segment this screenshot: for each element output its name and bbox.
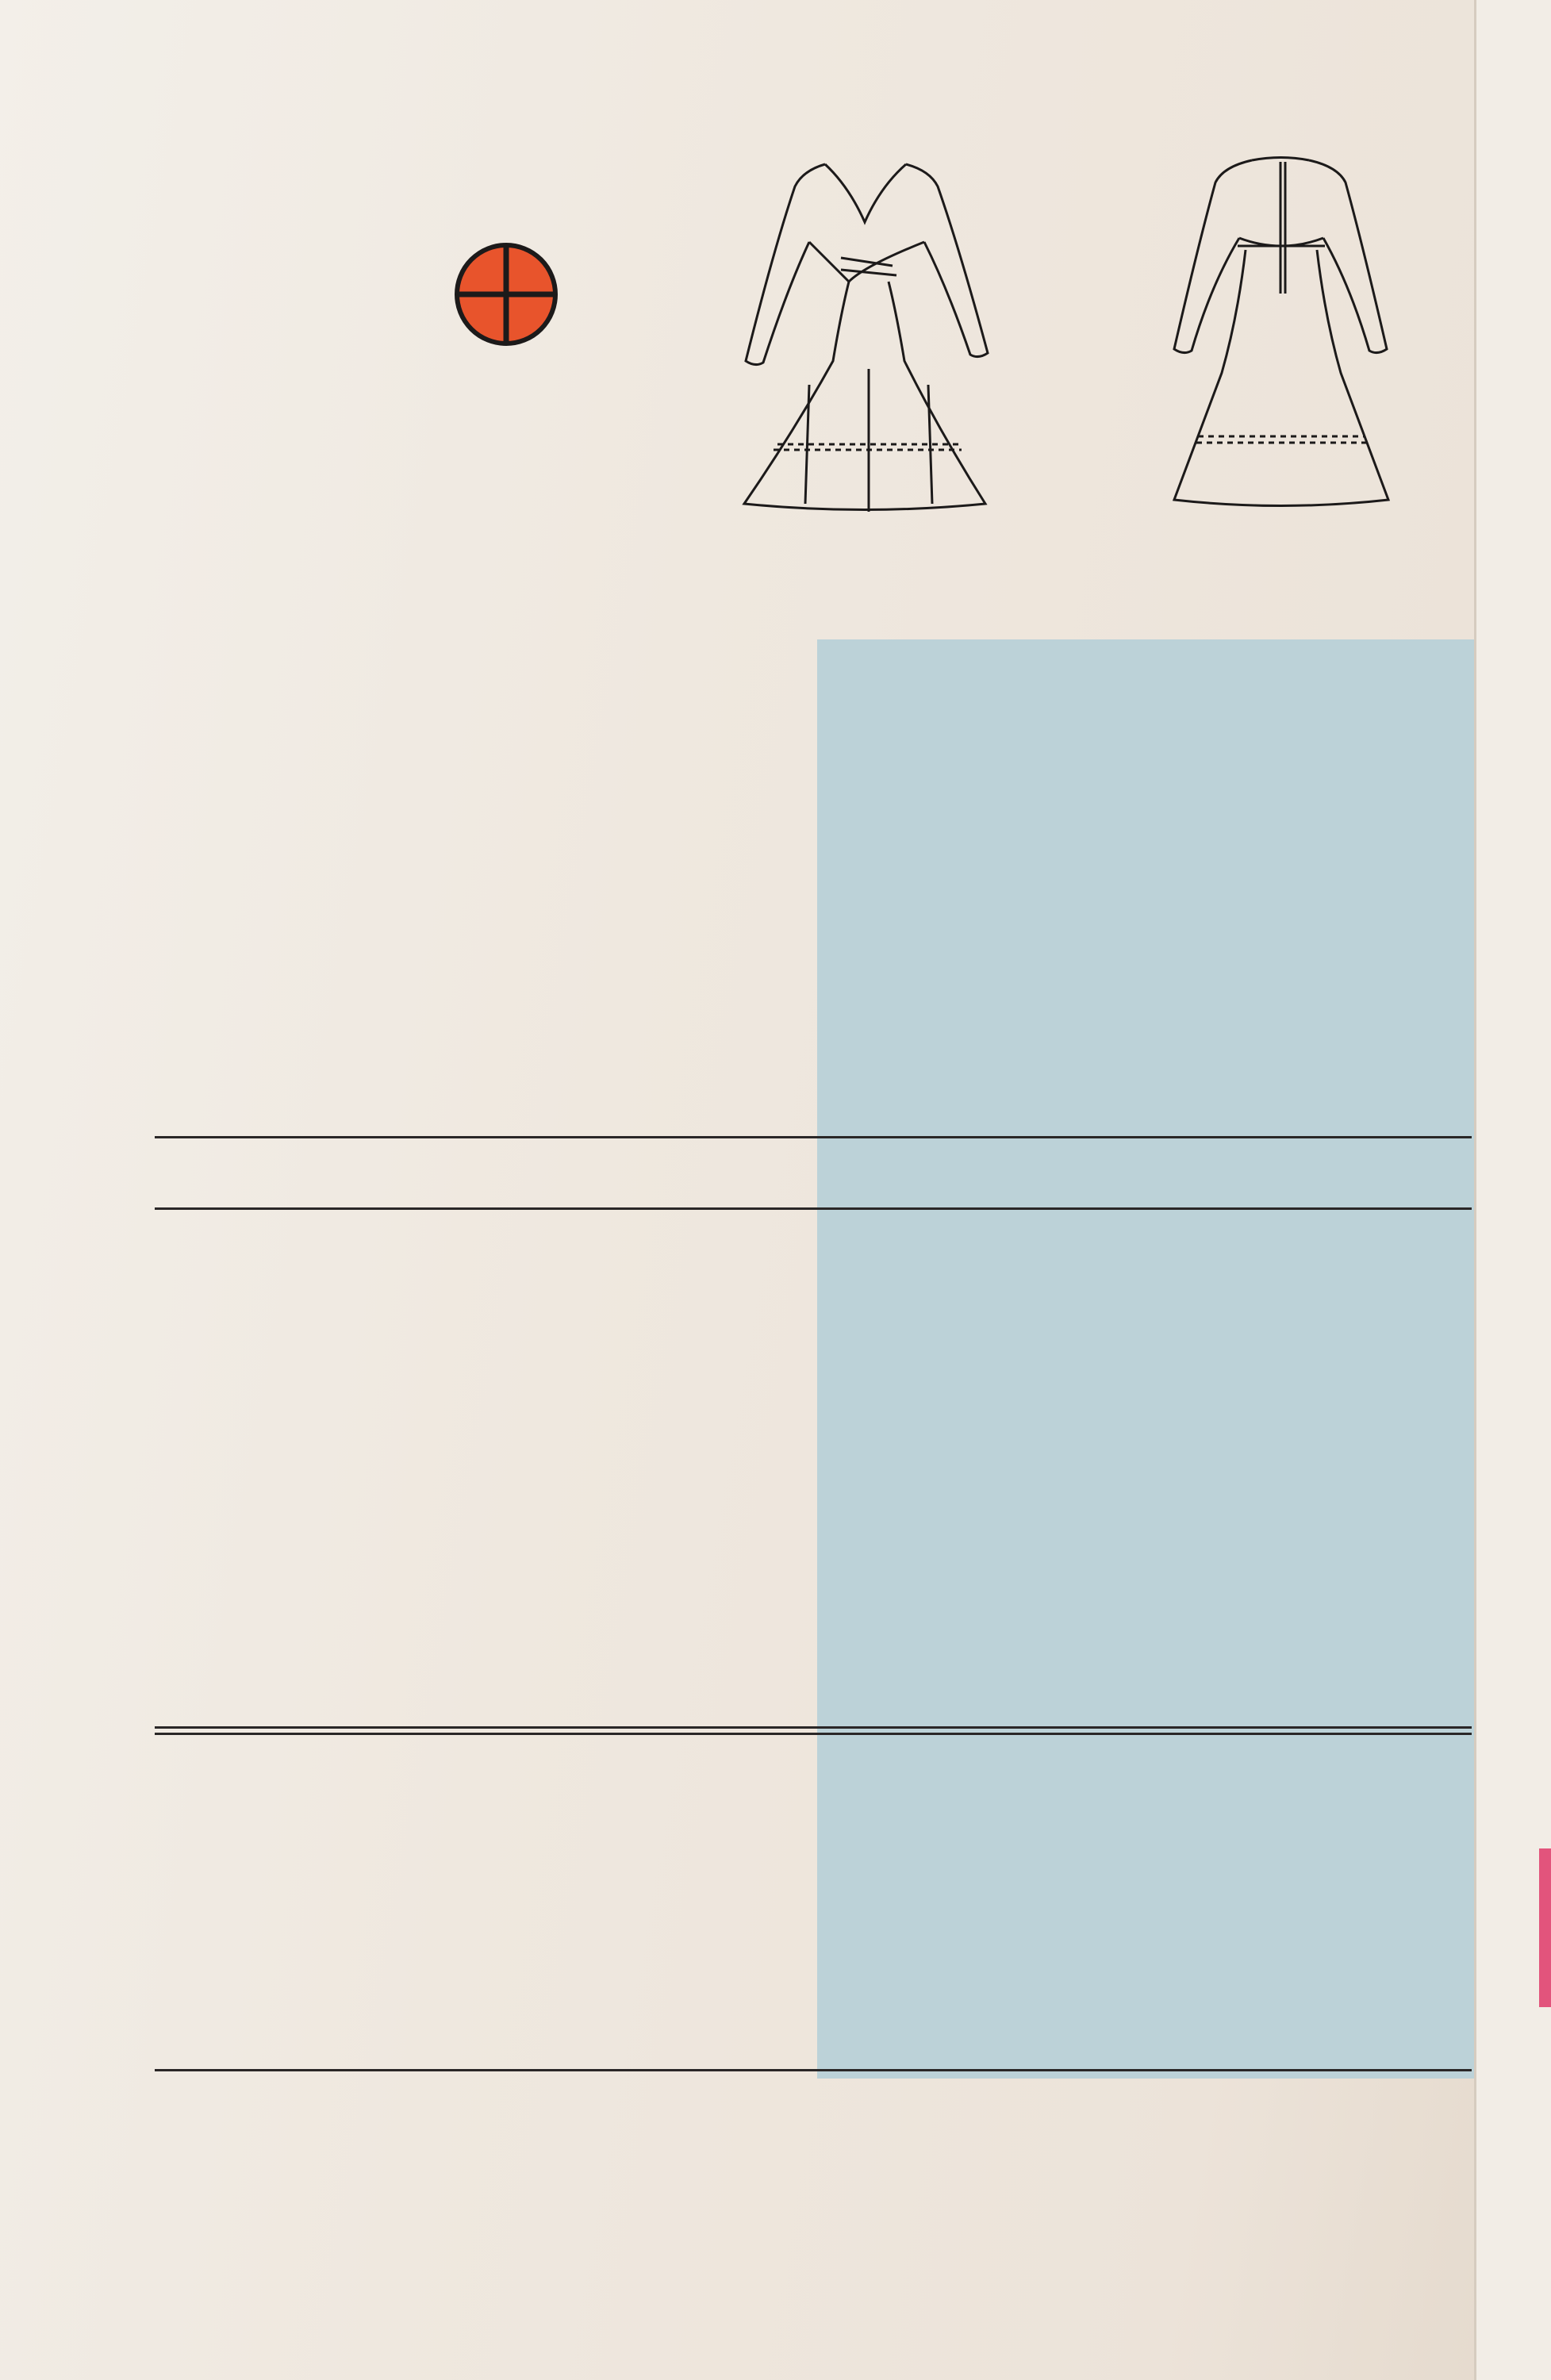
envelope-flap xyxy=(1474,0,1551,2380)
pink-edge xyxy=(1539,1848,1551,2007)
butterick-logo-icon xyxy=(454,242,559,347)
front-view-drawing xyxy=(730,155,1008,520)
back-view-drawing xyxy=(1150,151,1412,516)
rule-header xyxy=(155,1207,1472,1210)
rule-widths xyxy=(155,1726,1472,1729)
rule-top xyxy=(155,1136,1472,1138)
rule-bottom xyxy=(155,2069,1472,2071)
french-panel xyxy=(817,639,1474,2079)
rule-widths-2 xyxy=(155,1733,1472,1735)
